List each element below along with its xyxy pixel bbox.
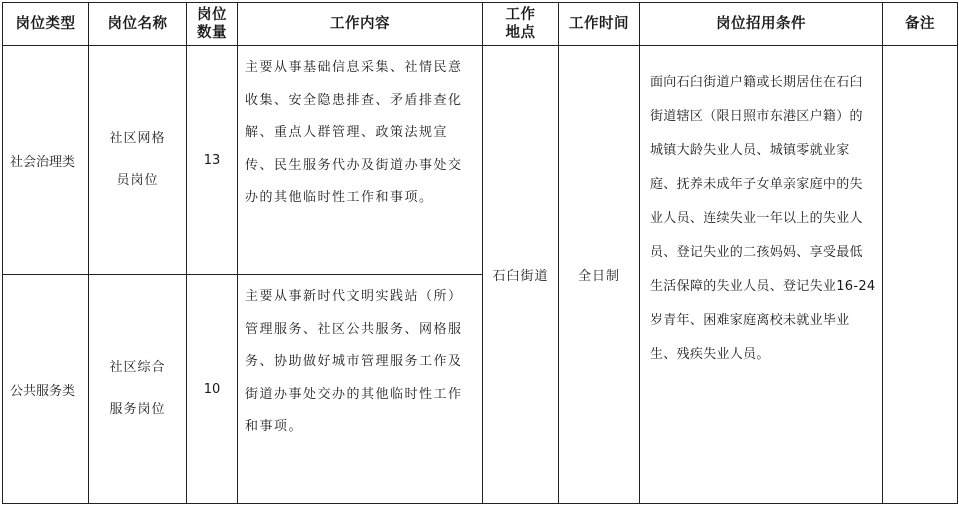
requirements-cell: 面向石臼街道户籍或长期居住在石臼街道辖区（限日照市东港区户籍）的城镇大龄失业人员、城镇零就业家庭、抚养未成年子女单亲家庭中的失业人员、连续失业一年以上的失业人员、登记失业的二孩妈妈、享受最低生活保障的失业人员、登记失业16-24岁青年、困难家庭离校未就业毕业生、残疾失业人员。 — [640, 46, 883, 504]
work-location-cell: 石臼街道 — [483, 46, 559, 504]
position-type-cell: 公共服务类 — [3, 275, 89, 504]
header-position-count: 岗位数量 — [187, 3, 238, 46]
work-content-cell: 主要从事新时代文明实践站（所）管理服务、社区公共服务、网格服务、协助做好城市管理服务工作及街道办事处交办的其他临时性工作和事项。 — [238, 275, 483, 504]
table-row — [3, 46, 958, 275]
work-time-cell: 全日制 — [559, 46, 640, 504]
position-name-cell: 社区综合服务岗位 — [89, 275, 187, 504]
job-positions-table — [2, 2, 958, 504]
job-table-wrapper — [2, 2, 958, 504]
header-work-content: 工作内容 — [238, 3, 483, 46]
header-work-location: 工作地点 — [483, 3, 559, 46]
remarks-cell — [883, 46, 958, 504]
header-row — [3, 3, 958, 46]
position-count-cell: 10 — [187, 275, 238, 504]
header-work-time: 工作时间 — [559, 3, 640, 46]
header-position-name: 岗位名称 — [89, 3, 187, 46]
header-requirements: 岗位招用条件 — [640, 3, 883, 46]
header-remarks: 备注 — [883, 3, 958, 46]
position-count-cell: 13 — [187, 46, 238, 275]
position-type-cell: 社会治理类 — [3, 46, 89, 275]
header-position-type: 岗位类型 — [3, 3, 89, 46]
position-name-cell: 社区网格员岗位 — [89, 46, 187, 275]
work-content-cell: 主要从事基础信息采集、社情民意收集、安全隐患排查、矛盾排查化解、重点人群管理、政策法规宣传、民生服务代办及街道办事处交办的其他临时性工作和事项。 — [238, 46, 483, 275]
